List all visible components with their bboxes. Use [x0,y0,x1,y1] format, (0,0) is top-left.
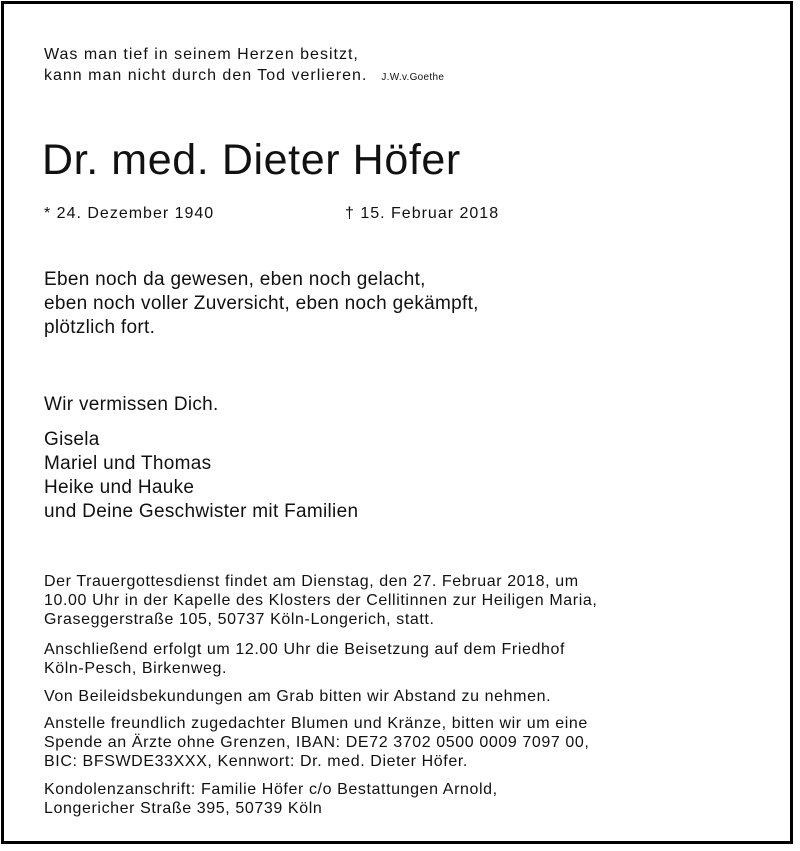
quote-author: J.W.v.Goethe [381,72,445,83]
quote-line-text: kann man nicht durch den Tod verlieren. [44,67,368,84]
notice-line: BIC: BFSWDE33XXX, Kennwort: Dr. med. Dieter Höfer. [44,753,468,770]
obituary-frame [1,1,793,844]
mourner: Heike und Hauke [44,477,195,498]
donation-notice [44,714,589,771]
notice-line: 10.00 Uhr in der Kapelle des Klosters der Cellitinnen zur Heiligen Maria, [44,592,598,609]
death-date: † 15. Februar 2018 [345,205,500,222]
poem [44,268,479,340]
burial-notice [44,640,565,678]
notice-line: Anschließend erfolgt um 12.00 Uhr die Beisetzung auf dem Friedhof [44,641,566,658]
deceased-name: Dr. med. Dieter Höfer [42,136,461,184]
condolence-address [44,780,498,818]
miss-you-text: Wir vermissen Dich. [44,394,219,415]
poem-line: eben noch voller Zuversicht, eben noch gekämpft, [44,293,479,314]
notice-line: Köln-Pesch, Birkenweg. [44,660,228,677]
notice-line: Longericher Straße 395, 50739 Köln [44,800,323,817]
notice-line: Graseggerstraße 105, 50737 Köln-Longerich, statt. [44,611,435,628]
notice-line: Der Trauergottesdienst findet am Dienstag, den 27. Februar 2018, um [44,573,579,590]
quote-line [44,65,444,88]
birth-date: * 24. Dezember 1940 [44,205,215,222]
condolence-request-notice [44,687,551,706]
service-notice [44,572,597,629]
mourner: Mariel und Thomas [44,453,212,474]
poem-line: plötzlich fort. [44,317,156,338]
goethe-quote [44,44,444,88]
notice-line: Spende an Ärzte ohne Grenzen, IBAN: DE72 3702 0500 0009 7097 00, [44,734,590,751]
mourner: und Deine Geschwister mit Familien [44,501,359,522]
mourner: Gisela [44,429,100,450]
poem-line: Eben noch da gewesen, eben noch gelacht, [44,269,426,290]
notice-line: Von Beileidsbekundungen am Grab bitten wir Abstand zu nehmen. [44,688,552,705]
notice-line: Anstelle freundlich zugedachter Blumen und Kränze, bitten wir um eine [44,715,588,732]
quote-line: Was man tief in seinem Herzen besitzt, [44,46,359,63]
notice-line: Kondolenzanschrift: Familie Höfer c/o Bestattungen Arnold, [44,781,498,798]
mourners-list [44,428,358,524]
